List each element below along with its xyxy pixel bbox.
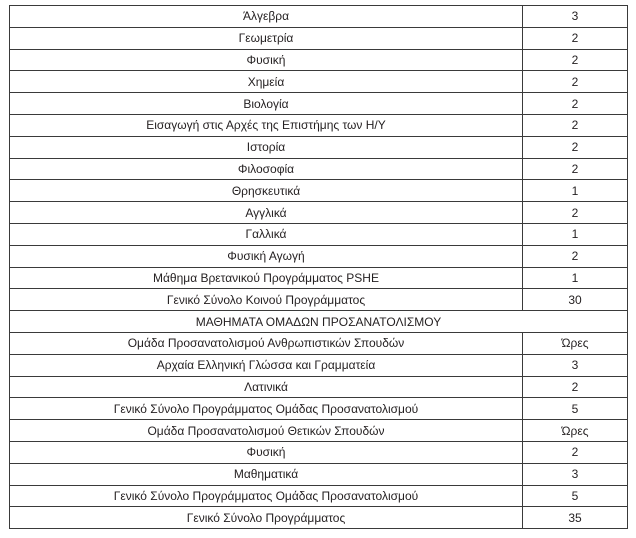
table-row <box>10 136 628 158</box>
hours-cell: 2 <box>523 136 628 158</box>
table-row <box>10 376 628 398</box>
table-row <box>10 420 628 442</box>
subject-cell: Γενικό Σύνολο Κοινού Προγράμματος <box>10 289 523 311</box>
hours-cell: 2 <box>523 93 628 115</box>
table-row <box>10 202 628 224</box>
hours-cell: 30 <box>523 289 628 311</box>
table-row <box>10 158 628 180</box>
hours-cell: 2 <box>523 27 628 49</box>
table-row <box>10 180 628 202</box>
hours-cell: 2 <box>523 71 628 93</box>
table-row <box>10 223 628 245</box>
subject-cell: Φυσική <box>10 441 523 463</box>
table-row <box>10 245 628 267</box>
subject-cell: Γενικό Σύνολο Προγράμματος Ομάδας Προσανατολισμού <box>10 398 523 420</box>
table-row <box>10 71 628 93</box>
subject-cell: Μάθημα Βρετανικού Προγράμματος PSHE <box>10 267 523 289</box>
subject-cell: Γενικό Σύνολο Προγράμματος Ομάδας Προσανατολισμού <box>10 485 523 507</box>
hours-cell: 2 <box>523 158 628 180</box>
subject-cell: Φιλοσοφία <box>10 158 523 180</box>
table-row <box>10 6 628 28</box>
subject-cell: Άλγεβρα <box>10 6 523 28</box>
hours-cell: 3 <box>523 463 628 485</box>
hours-cell: 2 <box>523 114 628 136</box>
hours-cell: 2 <box>523 202 628 224</box>
hours-cell: 1 <box>523 180 628 202</box>
subject-cell: Φυσική <box>10 49 523 71</box>
subject-cell: Γεωμετρία <box>10 27 523 49</box>
hours-cell: 2 <box>523 441 628 463</box>
subject-cell: Μαθηματικά <box>10 463 523 485</box>
hours-cell: 5 <box>523 485 628 507</box>
subject-cell: Λατινικά <box>10 376 523 398</box>
hours-cell: 2 <box>523 376 628 398</box>
table-row <box>10 507 628 529</box>
hours-cell: 2 <box>523 245 628 267</box>
subject-cell: Αρχαία Ελληνική Γλώσσα και Γραμματεία <box>10 354 523 376</box>
section-header: ΜΑΘΗΜΑΤΑ ΟΜΑΔΩΝ ΠΡΟΣΑΝΑΤΟΛΙΣΜΟΥ <box>10 311 628 333</box>
table-row <box>10 485 628 507</box>
hours-cell: Ώρες <box>523 420 628 442</box>
table-row <box>10 93 628 115</box>
subject-cell: Ιστορία <box>10 136 523 158</box>
subject-cell: Θρησκευτικά <box>10 180 523 202</box>
schedule-table <box>9 5 628 529</box>
table-row <box>10 398 628 420</box>
hours-cell: 1 <box>523 223 628 245</box>
table-row <box>10 463 628 485</box>
table-row <box>10 27 628 49</box>
table-row <box>10 289 628 311</box>
table-row <box>10 49 628 71</box>
subject-cell: Φυσική Αγωγή <box>10 245 523 267</box>
table-row <box>10 354 628 376</box>
hours-cell: 5 <box>523 398 628 420</box>
table-row <box>10 267 628 289</box>
table-row <box>10 441 628 463</box>
table-row <box>10 332 628 354</box>
subject-cell: Γαλλικά <box>10 223 523 245</box>
hours-cell: 35 <box>523 507 628 529</box>
subject-cell: Ομάδα Προσανατολισμού Θετικών Σπουδών <box>10 420 523 442</box>
hours-cell: 1 <box>523 267 628 289</box>
hours-cell: 2 <box>523 49 628 71</box>
hours-cell: Ώρες <box>523 332 628 354</box>
subject-cell: Ομάδα Προσανατολισμού Ανθρωπιστικών Σπουδών <box>10 332 523 354</box>
section-header-row <box>10 311 628 333</box>
table-row <box>10 114 628 136</box>
schedule-table-body <box>10 6 628 529</box>
hours-cell: 3 <box>523 354 628 376</box>
subject-cell: Βιολογία <box>10 93 523 115</box>
hours-cell: 3 <box>523 6 628 28</box>
subject-cell: Αγγλικά <box>10 202 523 224</box>
subject-cell: Γενικό Σύνολο Προγράμματος <box>10 507 523 529</box>
subject-cell: Εισαγωγή στις Αρχές της Επιστήμης των Η/Υ <box>10 114 523 136</box>
subject-cell: Χημεία <box>10 71 523 93</box>
